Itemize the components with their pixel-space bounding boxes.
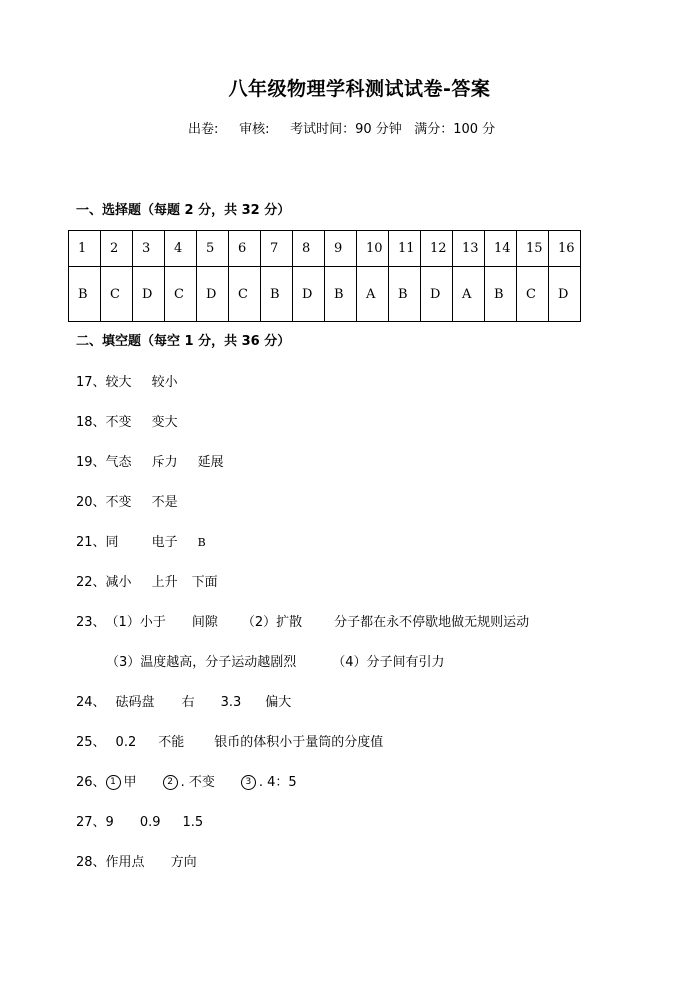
answer-line-26: [76, 771, 297, 790]
answer-letter: C: [229, 267, 261, 322]
item-number: 28、: [76, 855, 106, 870]
answer-line-23-continued: [106, 651, 445, 670]
answer-letter: D: [421, 267, 453, 322]
answer-letter: B: [261, 267, 293, 322]
question-number: 14: [485, 231, 517, 267]
question-number: 7: [261, 231, 293, 267]
answer-part: 变大: [151, 415, 178, 430]
answer-line-24: [76, 691, 291, 710]
answer-line-25: [76, 731, 383, 750]
question-number: 12: [421, 231, 453, 267]
answer-line-19: [76, 451, 224, 470]
item-number: 25、: [76, 735, 106, 750]
answer-part: 延展: [197, 455, 224, 470]
answer-letter: D: [293, 267, 325, 322]
section-choice-heading: 一、选择题（每题 2 分，共 32 分）: [76, 203, 291, 218]
question-number: 9: [325, 231, 357, 267]
reviewer-label: 审核:: [239, 122, 270, 137]
answer-line-20: [76, 491, 178, 510]
page-title: 八年级物理学科测试试卷-答案: [228, 78, 491, 100]
answer-part: 分子都在永不停歇地做无规则运动: [334, 615, 530, 630]
answer-part: 右: [181, 695, 195, 710]
answer-part: 上升: [151, 575, 178, 590]
answer-letter: B: [69, 267, 101, 322]
answer-letter: D: [133, 267, 165, 322]
circled-number-2: 2: [163, 775, 178, 790]
answer-letter: B: [389, 267, 421, 322]
answer-part: 甲: [123, 775, 137, 790]
answer-letter: D: [197, 267, 229, 322]
question-number: 5: [197, 231, 229, 267]
question-number: 1: [69, 231, 101, 267]
answer-part: 电子: [151, 535, 178, 550]
question-number: 6: [229, 231, 261, 267]
answer-part: 不变: [105, 495, 132, 510]
circled-number-3: 3: [241, 775, 256, 790]
answer-part: （1）小于: [105, 615, 166, 630]
item-number: 24、: [76, 695, 106, 710]
answer-part: . 不变: [180, 775, 215, 790]
answer-part: （2）扩散: [241, 615, 303, 630]
answer-part: 砝码盘: [115, 695, 155, 710]
exam-time: 考试时间：90 分钟: [290, 122, 402, 137]
answer-part: 气态: [105, 455, 132, 470]
answer-line-27: [76, 811, 203, 830]
item-number: 22、: [76, 575, 106, 590]
question-number: 13: [453, 231, 485, 267]
answer-part: 方向: [170, 855, 197, 870]
question-number: 4: [165, 231, 197, 267]
answer-part: 1.5: [182, 815, 204, 830]
answer-line-17: [76, 371, 178, 390]
answer-letter: A: [453, 267, 485, 322]
answer-part: 作用点: [105, 855, 145, 870]
question-number: 15: [517, 231, 549, 267]
answer-part: 较小: [151, 375, 178, 390]
answer-part: 不能: [158, 735, 185, 750]
author-label: 出卷:: [188, 122, 219, 137]
question-number: 11: [389, 231, 421, 267]
question-number: 2: [101, 231, 133, 267]
answer-part: （4）分子间有引力: [332, 655, 445, 670]
answer-line-23: [76, 611, 529, 630]
answer-part: 银币的体积小于量筒的分度值: [214, 735, 384, 750]
answer-part: 0.9: [139, 815, 161, 830]
answer-part: 下面: [191, 575, 218, 590]
answer-letter: C: [101, 267, 133, 322]
answer-part: 不变: [105, 415, 132, 430]
answer-part: 减小: [105, 575, 132, 590]
answer-letter: A: [357, 267, 389, 322]
answer-line-21: [76, 531, 206, 550]
answer-table: [68, 230, 581, 322]
question-number: 3: [133, 231, 165, 267]
item-number: 18、: [76, 415, 106, 430]
answer-part: B: [197, 536, 206, 549]
answer-part: 9: [105, 815, 114, 830]
answer-part: 0.2: [115, 735, 137, 750]
item-number: 27、: [76, 815, 106, 830]
answer-part: 不是: [151, 495, 178, 510]
full-score: 满分：100 分: [414, 122, 496, 137]
question-number: 10: [357, 231, 389, 267]
question-number: 8: [293, 231, 325, 267]
answer-part: 较大: [105, 375, 132, 390]
section-fill-heading: 二、填空题（每空 1 分，共 36 分）: [76, 334, 291, 349]
item-number: 21、: [76, 535, 106, 550]
item-number: 26、: [76, 775, 106, 790]
item-number: 23、: [76, 615, 106, 630]
answer-part: 同: [105, 535, 119, 550]
answer-line-22: [76, 571, 218, 590]
answer-part: 偏大: [265, 695, 292, 710]
answer-table-answers-row: [69, 267, 581, 322]
answer-part: . 4：5: [258, 775, 297, 790]
answer-letter: C: [517, 267, 549, 322]
answer-letter: D: [549, 267, 581, 322]
question-number: 16: [549, 231, 581, 267]
answer-letter: B: [325, 267, 357, 322]
answer-part: （3）温度越高，分子运动越剧烈: [106, 655, 297, 670]
item-number: 17、: [76, 375, 106, 390]
answer-part: 斥力: [151, 455, 178, 470]
answer-line-28: [76, 851, 197, 870]
answer-letter: C: [165, 267, 197, 322]
item-number: 19、: [76, 455, 106, 470]
answer-table-numbers-row: [69, 231, 581, 267]
exam-meta: [188, 118, 495, 137]
answer-part: 3.3: [220, 695, 242, 710]
circled-number-1: 1: [106, 775, 121, 790]
answer-line-18: [76, 411, 178, 430]
item-number: 20、: [76, 495, 106, 510]
answer-letter: B: [485, 267, 517, 322]
answer-part: 间隙: [191, 615, 218, 630]
